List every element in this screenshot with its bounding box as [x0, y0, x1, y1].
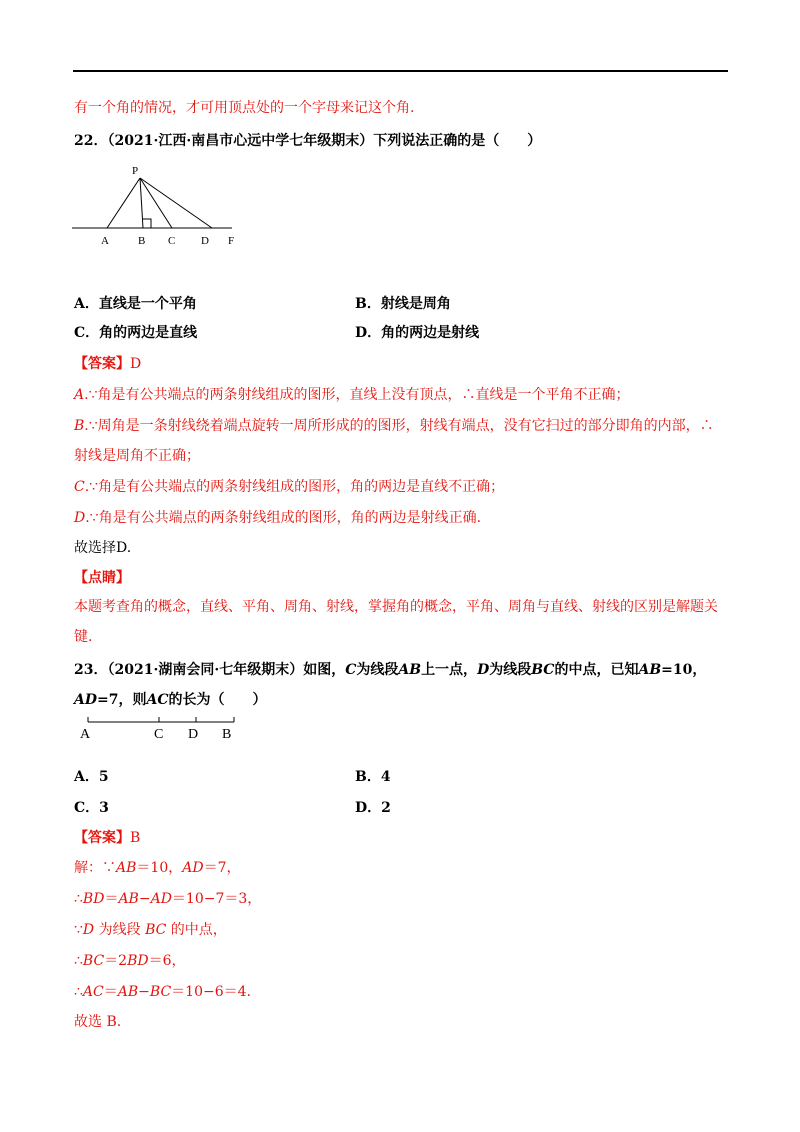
q23-solution-line5	[74, 982, 251, 1002]
q22-choice-a	[74, 294, 197, 314]
sol-text: ∴	[74, 984, 83, 1000]
stem-var: AB	[398, 662, 422, 678]
carry-over-text: 有一个角的情况，才可用顶点处的一个字母来记这个角.	[74, 100, 415, 116]
choice-letter: D．	[355, 800, 382, 816]
answer-tag: 【答案】	[74, 356, 130, 372]
choice-letter: D．	[355, 325, 382, 341]
q22-explain-b1	[74, 416, 714, 436]
choice-letter: A．	[74, 769, 99, 785]
q23-solution-line4	[74, 951, 186, 971]
sol-text: ＝	[104, 891, 119, 907]
choice-text: 射线是周角	[380, 296, 451, 312]
stem-var: AD	[74, 692, 98, 708]
q23-choice-d	[355, 798, 391, 818]
sol-var: AC	[82, 984, 104, 1000]
stem-text: =7，则	[97, 692, 147, 708]
q22-comment-line2: 键.	[74, 629, 93, 645]
choice-letter: B．	[355, 769, 381, 785]
q22-label-a: A	[101, 235, 109, 247]
q22-source: （2021·江西·南昌市心远中学七年级期末）	[107, 133, 374, 149]
q22-final: 故选择D.	[74, 540, 132, 556]
explain-label: A	[74, 387, 85, 403]
q23-solution-line2	[74, 889, 261, 909]
choice-letter: C．	[74, 800, 100, 816]
choice-text: 5	[98, 769, 109, 785]
sol-text: ＝7，	[203, 860, 241, 876]
q22-segment-pb	[140, 178, 143, 228]
q23-final: 故选 B.	[74, 1014, 122, 1030]
q23-label-a: A	[80, 727, 91, 742]
q22-label-d: D	[201, 235, 209, 247]
q23-number: 23．	[74, 662, 108, 678]
explain-label: C	[74, 479, 85, 495]
sol-text: ＝2	[104, 953, 128, 969]
q22-explain-b2: 射线是周角不正确；	[74, 448, 200, 464]
q23-label-d: D	[188, 727, 199, 742]
q22-right-angle-mark	[143, 219, 151, 228]
sol-var: BC	[82, 953, 105, 969]
q23-heading-line1	[74, 660, 706, 680]
sol-text: ∵	[74, 922, 83, 938]
sol-var: AD	[150, 891, 172, 907]
q22-comment-tag: 【点睛】	[74, 570, 130, 586]
q22-segment-pa	[107, 178, 140, 228]
q22-label-f: F	[228, 235, 235, 247]
stem-var: C	[345, 662, 357, 678]
sol-var: AD	[182, 860, 204, 876]
q23-heading-line2	[74, 690, 267, 710]
explain-label: D	[74, 510, 86, 526]
stem-text: 的中点，已知	[554, 662, 639, 678]
sol-var: BD	[127, 953, 149, 969]
q23-figure	[76, 713, 246, 743]
sol-text: ＝	[103, 984, 118, 1000]
sol-var: D	[82, 922, 95, 938]
q22-number: 22．	[74, 133, 108, 149]
stem-text: 上一点，	[421, 662, 478, 678]
stem-text: 如图，	[303, 662, 346, 678]
header-rule	[73, 70, 728, 72]
q23-answer	[74, 828, 140, 848]
sol-text: 为线段	[94, 922, 146, 938]
sol-text: ＝10−6＝4.	[171, 984, 251, 1000]
q22-choice-b	[355, 294, 451, 314]
q22-comment-line1: 本题考查角的概念，直线、平角、周角、射线，掌握角的概念，平角、周角与直线、射线的区别是解题关	[74, 599, 718, 615]
q22-stem: 下列说法正确的是（ ）	[373, 133, 542, 149]
q22-choice-c	[74, 323, 197, 343]
sol-text: 解：∵	[74, 860, 116, 876]
sol-text: −	[138, 984, 150, 1000]
sol-text: ＝10，	[136, 860, 183, 876]
q22-figure	[70, 160, 270, 252]
q23-choice-a	[74, 767, 109, 787]
q23-solution-line1	[74, 858, 241, 878]
sol-var: AB	[117, 984, 139, 1000]
sol-var: AB	[116, 860, 137, 876]
choice-text: 2	[381, 800, 391, 816]
stem-text: =10，	[661, 662, 707, 678]
choice-letter: C．	[74, 325, 100, 341]
choice-text: 角的两边是直线	[99, 325, 198, 341]
explain-label: B	[74, 418, 85, 434]
q22-heading	[74, 131, 541, 151]
choice-text: 4	[380, 769, 391, 785]
explain-text: .∵角是有公共端点的两条射线组成的图形，直线上没有顶点，∴直线是一个平角不正确；	[84, 387, 630, 403]
explain-text: .∵角是有公共端点的两条射线组成的图形，角的两边是射线正确.	[85, 510, 482, 526]
answer-value: B	[130, 830, 141, 846]
sol-var: BC	[149, 984, 172, 1000]
sol-text: ∴	[74, 953, 83, 969]
sol-text: −	[138, 891, 151, 907]
q22-explain-d	[74, 508, 481, 528]
stem-text: 的长为（ ）	[168, 692, 267, 708]
q23-choice-c	[74, 798, 109, 818]
sol-text: 的中点，	[166, 922, 227, 938]
q22-explain-c	[74, 477, 504, 497]
q22-answer	[74, 354, 141, 374]
explain-text: .∵周角是一条射线绕着端点旋转一周所形成的的图形，射线有端点，没有它扫过的部分即角的内部，∴	[84, 418, 714, 434]
answer-tag: 【答案】	[74, 830, 130, 846]
explain-text: .∵角是有公共端点的两条射线组成的图形，角的两边是直线不正确；	[84, 479, 505, 495]
sol-var: BC	[145, 922, 167, 938]
q23-label-c: C	[154, 727, 164, 742]
q22-label-c: C	[168, 235, 176, 247]
stem-var: D	[477, 662, 490, 678]
sol-var: BD	[82, 891, 105, 907]
q22-segment-pc	[140, 178, 172, 228]
choice-text: 角的两边是射线	[381, 325, 480, 341]
q22-explain-a	[74, 385, 629, 405]
q23-solution-line3	[74, 920, 227, 940]
answer-value: D	[130, 356, 142, 372]
q22-choice-d	[355, 323, 479, 343]
q23-label-b: B	[222, 727, 232, 742]
stem-var: AC	[146, 692, 169, 708]
stem-text: 为线段	[356, 662, 399, 678]
sol-text: ＝6，	[148, 953, 186, 969]
sol-var: AB	[118, 891, 139, 907]
sol-text: ＝10−7＝3，	[171, 891, 262, 907]
choice-text: 3	[99, 800, 109, 816]
sol-text: ∴	[74, 891, 83, 907]
q22-label-b: B	[138, 235, 146, 247]
choice-letter: B．	[355, 296, 381, 312]
choice-letter: A．	[74, 296, 99, 312]
q23-source: （2021·湖南会同·七年级期末）	[107, 662, 304, 678]
q23-choice-b	[355, 767, 391, 787]
stem-var: AB	[638, 662, 662, 678]
choice-text: 直线是一个平角	[98, 296, 197, 312]
stem-text: 为线段	[489, 662, 532, 678]
stem-var: BC	[531, 662, 555, 678]
q22-label-p: P	[132, 165, 139, 177]
